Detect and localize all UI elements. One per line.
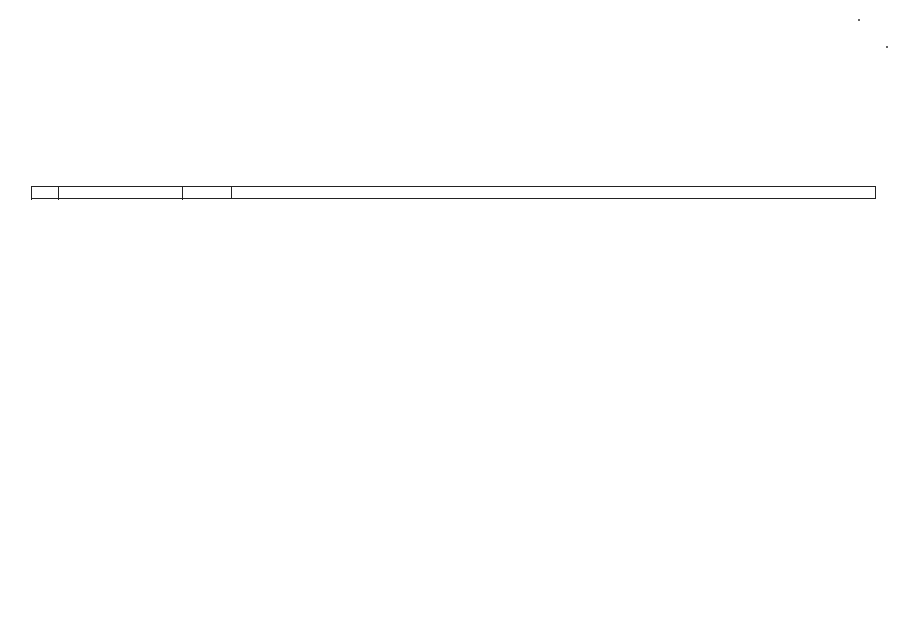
header-unit xyxy=(183,187,232,199)
header-volume xyxy=(231,187,875,199)
measures-table xyxy=(31,186,876,199)
scan-speck xyxy=(858,19,860,21)
header-no xyxy=(32,187,59,199)
header-name xyxy=(58,187,182,199)
scan-speck xyxy=(886,46,888,48)
annex-date-line xyxy=(700,40,868,53)
annex-block xyxy=(700,40,868,53)
